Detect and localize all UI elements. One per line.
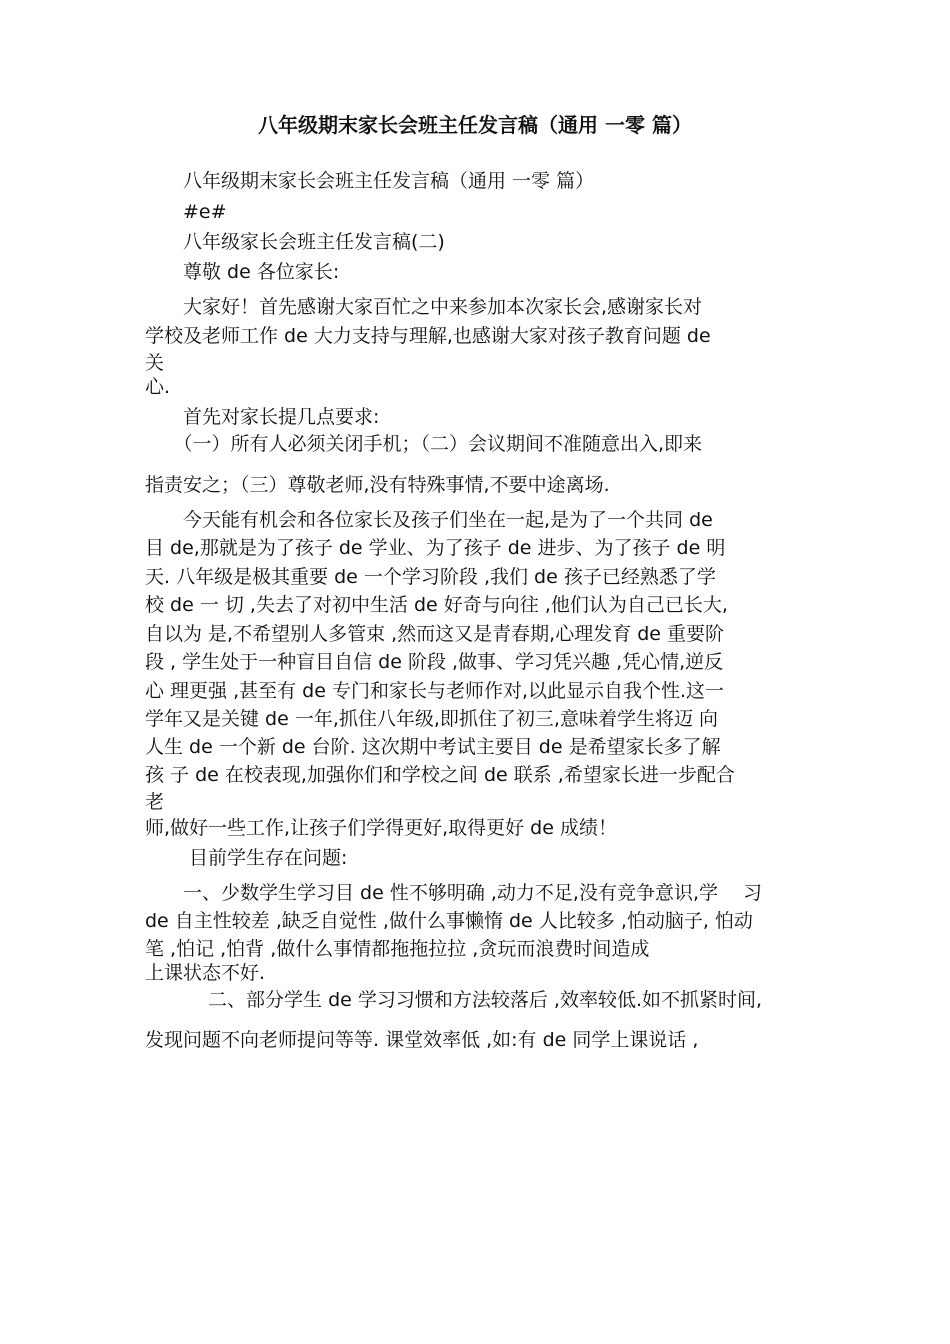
text-line: 指责安之；（三）尊敬老师,没有特殊事情,不要中途离场. bbox=[145, 474, 610, 496]
text-line: 学校及老师工作 de 大力支持与理解,也感谢大家对孩子教育问题 de bbox=[145, 325, 711, 347]
text-line: 八年级家长会班主任发言稿(二) bbox=[145, 231, 445, 253]
text-line: 上课状态不好. bbox=[145, 962, 266, 984]
text-line: 心. bbox=[145, 376, 171, 398]
text-line: 关 bbox=[145, 352, 165, 374]
text-line: 段 , 学生处于一种盲目自信 de 阶段 ,做事、学习凭兴趣 ,凭心情,逆反 bbox=[145, 651, 724, 673]
document-title: 八年级期末家长会班主任发言稿（通用 一零 篇） bbox=[258, 113, 692, 137]
text-line: 八年级期末家长会班主任发言稿（通用 一零 篇） bbox=[145, 170, 595, 192]
text-line: 天. 八年级是极其重要 de 一个学习阶段 ,我们 de 孩子已经熟悉了学 bbox=[145, 566, 716, 588]
text-line: 孩 子 de 在校表现,加强你们和学校之间 de 联系 ,希望家长进一步配合 bbox=[145, 764, 735, 786]
text-line: 校 de 一 切 ,失去了对初中生活 de 好奇与向往 ,他们认为自己已长大, bbox=[145, 594, 728, 616]
text-line: 发现问题不向老师提问等等. 课堂效率低 ,如:有 de 同学上课说话 , bbox=[145, 1029, 699, 1051]
text-line: （一）所有人必须关闭手机；（二）会议期间不准随意出入,即来 bbox=[145, 433, 703, 455]
text-line: 今天能有机会和各位家长及孩子们坐在一起,是为了一个共同 de bbox=[145, 509, 713, 531]
text-line: 老 bbox=[145, 791, 165, 813]
text-line: 心 理更强 ,甚至有 de 专门和家长与老师作对,以此显示自我个性.这一 bbox=[145, 680, 725, 702]
text-line: 二、部分学生 de 学习习惯和方法较落后 ,效率较低.如不抓紧时间, bbox=[145, 989, 763, 1011]
text-line: 尊敬 de 各位家长: bbox=[145, 261, 340, 283]
text-line: 师,做好一些工作,让孩子们学得更好,取得更好 de 成绩！ bbox=[145, 817, 617, 839]
text-line: 自以为 是,不希望别人多管束 ,然而这又是青春期,心理发育 de 重要阶 bbox=[145, 623, 725, 645]
text-line: 学年又是关键 de 一年,抓住八年级,即抓住了初三,意味着学生将迈 向 bbox=[145, 708, 718, 730]
text-line: 目 de,那就是为了孩子 de 学业、为了孩子 de 进步、为了孩子 de 明 bbox=[145, 537, 726, 559]
text-line: 一、少数学生学习目 de 性不够明确 ,动力不足,没有竞争意识,学 习 bbox=[145, 882, 763, 904]
text-line: de 自主性较差 ,缺乏自觉性 ,做什么事懒惰 de 人比较多 ,怕动脑子, 怕动 bbox=[145, 910, 753, 932]
text-line: 人生 de 一个新 de 台阶. 这次期中考试主要目 de 是希望家长多了解 bbox=[145, 736, 721, 758]
text-line: 大家好！首先感谢大家百忙之中来参加本次家长会,感谢家长对 bbox=[145, 296, 703, 318]
text-line: #e# bbox=[145, 201, 227, 223]
text-line: 笔 ,怕记 ,怕背 ,做什么事情都拖拖拉拉 ,贪玩而浪费时间造成 bbox=[145, 938, 650, 960]
text-line: 首先对家长提几点要求: bbox=[145, 406, 380, 428]
text-line: 目前学生存在问题: bbox=[145, 847, 348, 869]
